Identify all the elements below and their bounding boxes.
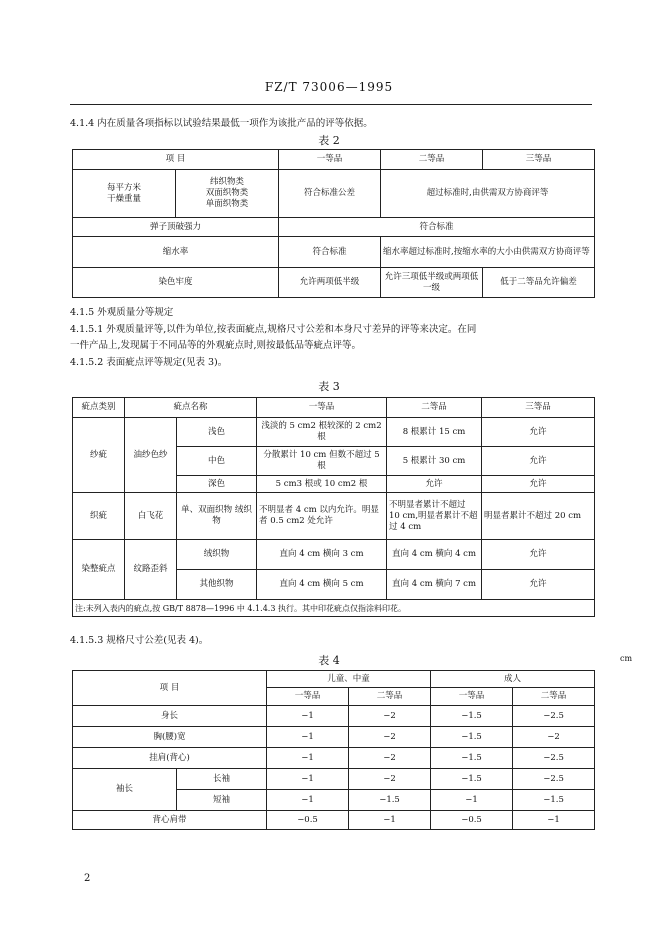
clause-4-1-4: 4.1.4 内在质量各项指标以试验结果最低一项作为该批产品的评等依据。 <box>70 118 373 129</box>
clause-4-1-5-3: 4.1.5.3 规格尺寸公差(见表 4)。 <box>70 635 209 646</box>
t4-head-item: 项 目 <box>73 671 267 706</box>
t3-medium-g1: 分散累计 10 cm 但数不超过 5 根 <box>257 447 387 476</box>
table2-caption: 表 2 <box>318 134 340 147</box>
t4-cell: −0.5 <box>267 811 349 830</box>
t3-medium-g3: 允许 <box>482 447 595 476</box>
table4 <box>72 670 595 830</box>
t3-finish-defect: 染整疵点 <box>73 540 125 600</box>
t3-fleece: 绒织物 <box>177 540 257 570</box>
t3-light-g1: 浅淡的 5 cm2 根较深的 2 cm2 根 <box>257 418 387 447</box>
t2-fastness-g3: 低于二等品允许偏差 <box>483 268 595 298</box>
t4-cell: −1.5 <box>431 748 513 769</box>
t2-shrink-g23: 缩水率超过标准时,按缩水率的大小由供需双方协商评等 <box>381 237 595 268</box>
t4-cell: −2 <box>349 706 431 727</box>
t3-white-fly-g1: 不明显者 4 cm 以内允许。明显者 0.5 cm2 处允许 <box>257 493 387 540</box>
t3-head-type: 疵点类别 <box>73 398 125 418</box>
t4-head-adult: 成人 <box>431 671 595 688</box>
clause-4-1-5-2: 4.1.5.2 表面疵点评等规定(见表 3)。 <box>70 357 228 368</box>
t4-cell: −1.5 <box>431 727 513 748</box>
t4-sleeve-label: 袖长 <box>73 769 177 811</box>
t4-cell: −1 <box>267 727 349 748</box>
clause-4-1-5-1a: 4.1.5.1 外观质量评等,以件为单位,按表面疵点,规格尺寸公差和本身尺寸差异的评等来决定。在同 <box>70 324 477 335</box>
standard-code: FZ/T 73006—1995 <box>264 80 394 94</box>
table2 <box>72 149 595 298</box>
t4-cell: −2.5 <box>513 769 595 790</box>
t3-head-g1: 一等品 <box>257 398 387 418</box>
t2-weight-label: 每平方米 干燥重量 <box>73 170 176 218</box>
t3-fleece-g3: 允许 <box>482 540 595 570</box>
t2-shrink-g1: 符合标准 <box>279 237 381 268</box>
table3 <box>72 397 595 617</box>
t4-cell: −1 <box>267 769 349 790</box>
t3-medium: 中色 <box>177 447 257 476</box>
t4-head-child-g2: 二等品 <box>349 688 431 706</box>
t2-burst-value: 符合标准 <box>279 218 595 237</box>
t3-yarn-defect: 纱疵 <box>73 418 125 493</box>
t3-fleece-g2: 直向 4 cm 横向 4 cm <box>387 540 482 570</box>
t3-dark: 深色 <box>177 476 257 493</box>
t3-weave-defect: 织疵 <box>73 493 125 540</box>
t4-head-adult-g1: 一等品 <box>431 688 513 706</box>
t3-light-g3: 允许 <box>482 418 595 447</box>
t2-weight-subtypes: 纬织物类 双面织物类 单面织物类 <box>176 170 279 218</box>
t4-row-label: 胸(腰)宽 <box>73 727 267 748</box>
t3-white-fly-g3: 明显者累计不超过 20 cm <box>482 493 595 540</box>
t4-long-sleeve: 长袖 <box>177 769 267 790</box>
clause-4-1-5: 4.1.5 外观质量分等规定 <box>70 307 174 318</box>
t2-shrink-label: 缩水率 <box>73 237 279 268</box>
t3-skew: 纹路歪斜 <box>125 540 177 600</box>
t3-oily-colored-yarn: 油纱色纱 <box>125 418 177 493</box>
t2-head-g3: 三等品 <box>483 150 595 170</box>
t4-cell: −2.5 <box>513 748 595 769</box>
t4-cell: −1 <box>431 790 513 811</box>
t2-fastness-g2: 允许三项低半级或两项低一级 <box>381 268 483 298</box>
t4-cell: −2 <box>349 748 431 769</box>
t3-white-fly-fabric: 单、双面织物 绒织物 <box>177 493 257 540</box>
t3-medium-g2: 5 根累计 30 cm <box>387 447 482 476</box>
t4-short-sleeve: 短袖 <box>177 790 267 811</box>
t3-head-g3: 三等品 <box>482 398 595 418</box>
t4-row-label: 挂肩(背心) <box>73 748 267 769</box>
t3-light-g2: 8 根累计 15 cm <box>387 418 482 447</box>
t4-cell: −2 <box>513 727 595 748</box>
t2-weight-g23: 超过标准时,由供需双方协商评等 <box>381 170 595 218</box>
t4-cell: −2 <box>349 769 431 790</box>
t4-vest-strap: 背心肩带 <box>73 811 267 830</box>
t3-other-g1: 直向 4 cm 横向 5 cm <box>257 570 387 600</box>
t3-head-name: 疵点名称 <box>125 398 257 418</box>
t3-dark-g2: 允许 <box>387 476 482 493</box>
table4-unit: cm <box>620 654 633 663</box>
clause-4-1-5-1b: 一件产品上,发现属于不同品等的外观疵点时,则按最低品等疵点评等。 <box>70 340 362 351</box>
t3-dark-g3: 允许 <box>482 476 595 493</box>
t2-burst-label: 弹子顶破强力 <box>73 218 279 237</box>
t4-cell: −1 <box>267 706 349 727</box>
page-number: 2 <box>84 873 91 884</box>
t4-cell: −1 <box>267 790 349 811</box>
t4-head-child-g1: 一等品 <box>267 688 349 706</box>
table4-caption: 表 4 <box>318 654 340 667</box>
t4-cell: −1.5 <box>513 790 595 811</box>
t4-head-child: 儿童、中童 <box>267 671 431 688</box>
header-rule <box>70 104 592 105</box>
t3-other-g3: 允许 <box>482 570 595 600</box>
t4-row-label: 身长 <box>73 706 267 727</box>
t3-fleece-g1: 直向 4 cm 横向 3 cm <box>257 540 387 570</box>
t4-cell: −1 <box>349 811 431 830</box>
t2-head-g2: 二等品 <box>381 150 483 170</box>
t4-cell: −2.5 <box>513 706 595 727</box>
t3-white-fly-g2: 不明显者累计不超过 10 cm,明显者累计不超过 4 cm <box>387 493 482 540</box>
t3-note: 注:未列入表内的疵点,按 GB/T 8878—1996 中 4.1.4.3 执行。其中印花疵点仅指涂料印花。 <box>73 600 595 617</box>
t2-fastness-g1: 允许两项低半级 <box>279 268 381 298</box>
t4-cell: −1.5 <box>431 706 513 727</box>
t4-cell: −2 <box>349 727 431 748</box>
t4-cell: −1.5 <box>431 769 513 790</box>
t2-weight-g1: 符合标准公差 <box>279 170 381 218</box>
t3-head-g2: 二等品 <box>387 398 482 418</box>
t4-cell: −1.5 <box>349 790 431 811</box>
t3-dark-g1: 5 cm3 根或 10 cm2 根 <box>257 476 387 493</box>
t2-head-g1: 一等品 <box>279 150 381 170</box>
t3-light: 浅色 <box>177 418 257 447</box>
t4-head-adult-g2: 二等品 <box>513 688 595 706</box>
t2-fastness-label: 染色牢度 <box>73 268 279 298</box>
t3-white-fly: 白飞花 <box>125 493 177 540</box>
t4-cell: −1 <box>513 811 595 830</box>
t4-cell: −0.5 <box>431 811 513 830</box>
table3-caption: 表 3 <box>318 380 340 393</box>
t3-other-g2: 直向 4 cm 横向 7 cm <box>387 570 482 600</box>
t2-head-item: 项 目 <box>73 150 279 170</box>
t3-other: 其他织物 <box>177 570 257 600</box>
t4-cell: −1 <box>267 748 349 769</box>
